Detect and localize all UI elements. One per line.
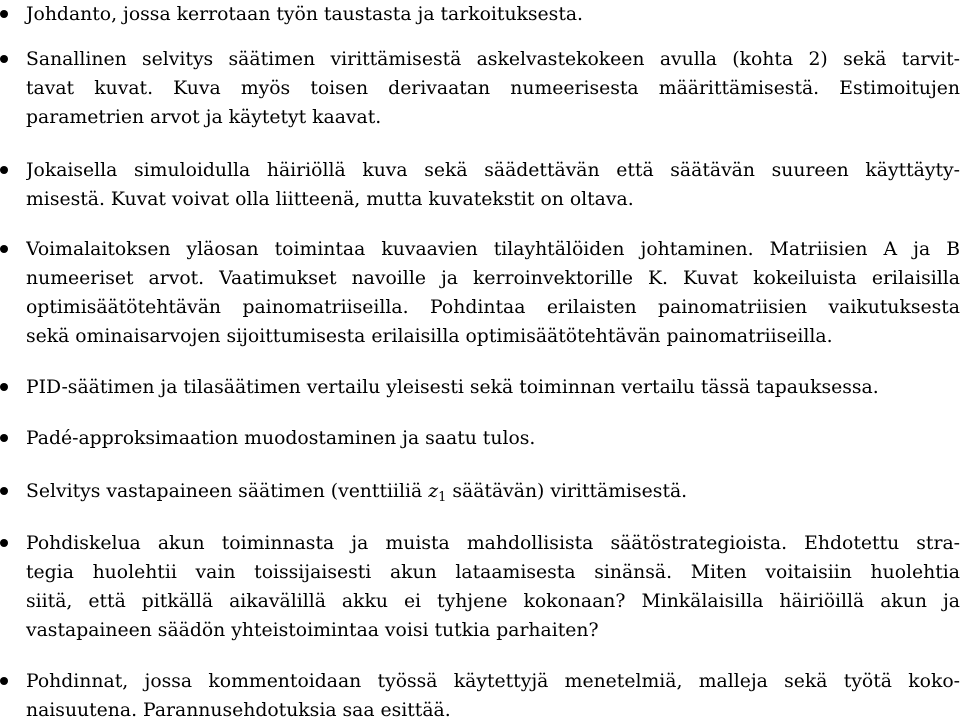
bullet-icon (0, 383, 8, 391)
text-line: Sanallinen selvitys säätimen virittämisestä askelvastekokeen avulla (kohta 2) sekä tarvit- (26, 49, 960, 70)
bullet-icon (0, 166, 8, 174)
bullet-icon (0, 487, 8, 495)
text-line: tegia huolehtii vain toissijaisesti akun lataamisesta sinänsä. Miten voitaisiin huolehtia (26, 562, 960, 583)
text-segment: säätävän) virittämisestä. (446, 481, 688, 502)
text-line: vastapaineen säädön yhteistoimintaa voisi tutkia parhaiten? (26, 620, 599, 641)
text-line: Pohdinnat, jossa kommentoidaan työssä käytettyjä menetelmiä, malleja sekä työtä koko- (26, 671, 960, 692)
math-subscript: 1 (438, 490, 447, 505)
text-line: parametrien arvot ja käytetyt kaavat. (26, 107, 382, 128)
bullet-icon (0, 55, 8, 63)
text-line: tavat kuvat. Kuva myös toisen derivaatan numeerisesta määrittämisestä. Estimoitujen (26, 78, 960, 99)
bullet-icon (0, 677, 8, 685)
bullet-icon (0, 245, 8, 253)
text-line: numeeriset arvot. Vaatimukset navoille ja kerroinvektorille K. Kuvat kokeiluista erilaisilla (26, 268, 960, 289)
text-line: naisuutena. Parannusehdotuksia saa esittää. (26, 700, 451, 721)
text-line: Voimalaitoksen yläosan toimintaa kuvaavien tilayhtälöiden johtaminen. Matriisien A ja B (26, 239, 960, 260)
text-line: siitä, että pitkällä aikavälillä akku ei tyhjene kokonaan? Minkälaisilla häiriöillä akun ja (26, 591, 960, 612)
text-line: Jokaisella simuloidulla häiriöllä kuva sekä säädettävän että säätävän suureen käyttäyty- (26, 160, 960, 181)
text-line: sekä ominaisarvojen sijoittumisesta erilaisilla optimisäätötehtävän painomatriiseilla. (26, 326, 833, 347)
bullet-icon (0, 10, 8, 18)
text-line: misestä. Kuvat voivat olla liitteenä, mutta kuvatekstit on oltava. (26, 189, 634, 210)
text-line: Pohdiskelua akun toiminnasta ja muista mahdollisista säätöstrategioista. Ehdotettu stra- (26, 533, 960, 554)
bullet-icon (0, 434, 8, 442)
text-line: Johdanto, jossa kerrotaan työn taustasta ja tarkoituksesta. (26, 4, 584, 25)
text-segment: Selvitys vastapaineen säätimen (venttiiliä (26, 481, 429, 502)
bullet-icon (0, 539, 8, 547)
text-line (26, 477, 687, 507)
text-line: optimisäätötehtävän painomatriiseilla. Pohdintaa erilaisten painomatriisien vaikutuksesta (26, 297, 960, 318)
math-variable: z (428, 481, 439, 502)
text-line: Padé-approksimaation muodostaminen ja saatu tulos. (26, 428, 536, 449)
text-line: PID-säätimen ja tilasäätimen vertailu yleisesti sekä toiminnan vertailu tässä tapauksessa. (26, 377, 879, 398)
